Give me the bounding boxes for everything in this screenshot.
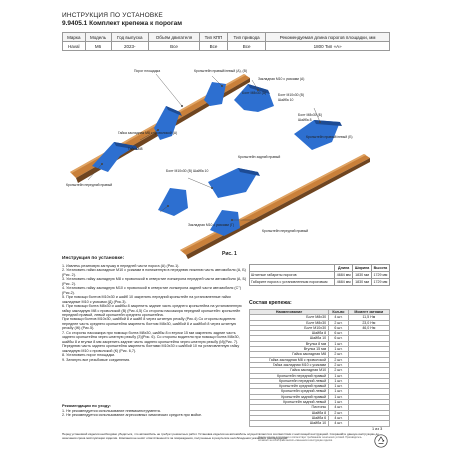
spec-header: Тип КПП [199,33,227,42]
upper-right-bracket [234,84,274,112]
parts-title: Состав крепежа: [249,300,292,306]
part-name: Втулка 15 мм [250,347,329,352]
spec-cell: Все [228,42,266,51]
part-qty: 1 шт. [329,384,349,389]
part-qty: 4 шт. [329,415,349,420]
instruction-step: 6. При помощи болта М8х30 и шайбы 8 закрепить задние часть среднего кронштейна на установленную гайку закладную М8 с проволокой (В) (Рис.4,5) Со стороны пассажира передний кронштейн: кронштейн передний правый, левый кронштейн среднего кронштейна. [62,304,242,317]
part-name: Шайба 10 [250,336,329,341]
part-torque: 11,5 Нм [348,315,389,320]
part-qty: 1 шт. [329,400,349,405]
part-name: Гайка закладная М8 [250,352,329,357]
part-qty: 2 шт. [329,410,349,415]
part-torque [348,421,389,426]
part-qty: 6 шт. [329,331,349,336]
part-name: Кронштейн задний левый [250,400,329,405]
parts-header: Наименование [250,310,329,315]
part-name: Гайка закладная М8 с проволокой [250,357,329,362]
label-bolt-b: Болт М10х30 (В) [278,93,305,97]
label-bolt-mid: Болт М10х30 (В) Шайба 10 [166,169,209,173]
part-qty: 4 шт. [329,315,349,320]
part-qty: 4 шт. [329,405,349,410]
spec-header: Год выпуска [111,33,148,42]
instruction-step: 4. Установить гайку закладную М10 с проволокой в отверстие лонжерона задней части автомобиля (С°) (Рис.2). [62,286,242,295]
dim-header [250,265,335,272]
part-qty: 1 шт. [329,378,349,383]
instruction-step: 5. При помощи болтов М10х30 и шайб 10 закрепить передний кронштейн на установленные гайки закладные М10 с усиками (Д) (Рис.3). [62,295,231,304]
part-qty: 1 шт. [329,347,349,352]
part-name: Кронштейн передний левый [250,378,329,383]
dim-cell: Габарите порога с установленным пороговым [250,279,335,286]
instruction-step: 7. Со стороны пассажира при помощи болта М8х30, шайбы 8 и втулки 15 мм закрепить задние часть заднего кронштейна через штатную резьбу (З)(Рис. 6). Со стороны водителя при помощи болта М8х30, шайбы 8 и втулки 8 мм закрепить задние часть заднего кронштейна через штатную резьбу (И)(Рис. 7). Переднюю часть заднего кронштейна закрепить болтами М10х30 с шайбой 10 на установленную гайку закладную М10 с проволокой (К) (Рис. 6,7). [62,330,240,353]
right-running-board [180,154,370,259]
instruction-step: 8. Установить порог площадки. [62,353,116,358]
installation-diagram [62,60,390,260]
recommendations-list [62,409,248,418]
part-qty: 2 шт. [329,357,349,362]
part-qty: 6 шт. [329,325,349,330]
dimensions-table [249,264,390,286]
footer-text: Перед установкой изделия необходимо убедиться, что автомобиль не требует ремонтных работ. Установка изделия на автомобиль осуществляется в соответствии с настоящей инструкцией. Сохраняйте данную инструкцию до окончания срока эксплуатации изделия. Компания не несёт ответственности за повреждения, полученные в результате несоблюдения указанных рекомендаций. [62,432,379,440]
part-qty: 1 шт. [329,373,349,378]
part-name: Шайба 10 [250,421,329,426]
label-nut-m10: Закладная М10 с усиками (Г) [188,223,234,227]
part-name: Кронштейн средний правый [250,384,329,389]
part-name: Болт М10х30 [250,325,329,330]
recommendations-title: Рекомендации по уходу: [62,403,111,408]
label-bracket-right: Кронштейн правый/левый (Б) [306,135,353,139]
dim-cell: 1729 мм [371,272,389,279]
label-bracket-rear: Кронштейн задний правый [238,155,281,159]
part-name: Пистоны [250,405,329,410]
instructions-title: Инструкция по установке: [62,256,125,261]
spec-cell: Haval [63,42,86,51]
spec-header: Модель [85,33,111,42]
dim-header: Длина [335,265,353,272]
label-rail: Порог площадка [134,69,161,73]
lower-center-bracket [208,168,260,198]
dim-cell: 1830 мм [353,279,372,286]
dim-cell: 4684 мм [335,279,353,286]
part-name: Гайка закладная М10 с усиками [250,362,329,367]
recycle-icon [374,434,388,448]
part-qty: 1 шт. [329,341,349,346]
dim-header: Ширина [353,265,372,272]
label-bracket-ab: Кронштейн правый/левый (А), (В) [194,69,247,73]
dim-cell: 1830 мм [353,272,372,279]
label-rivet: Закладная М10 с усиками (А) [258,77,305,81]
spec-header: Тип привода [228,33,266,42]
vehicle-spec-table [62,32,390,51]
part-name: Гайка закладная М10 [250,368,329,373]
part-torque: 46,0 Нм [348,325,389,330]
part-name: Кронштейн передний правый [250,373,329,378]
recommendation-item: 2. Не рекомендуется использование агрессивных химических средств при мойке. [62,413,203,418]
spec-header: Рекомендуемая длина порогов площадки, мм [266,33,390,42]
part-qty: 2 шт. [329,320,349,325]
parts-table [249,309,390,427]
label-washer-right: Шайба 8 [298,118,312,122]
dim-cell: 1729 мм [371,279,389,286]
part-name: Шайба 8 [250,410,329,415]
part-name: Болт М8х30 [250,315,329,320]
part-qty: 2 шт. [329,368,349,373]
manufacturer-note: Данное изделие изготовлено и соответствует требованиям технических условий. Производитель оставляет за собой право вносить изменения в конструкцию изделия. [258,437,362,442]
dim-cell: 4684 мм [335,272,353,279]
part-qty: 1 шт. [329,394,349,399]
spec-cell: Все [149,42,200,51]
spec-header: Марка [63,33,86,42]
parts-header: Момент затяжки [348,310,389,315]
label-bolt-a: Болт М8х30 (А) [242,91,267,95]
instructions-list [62,264,248,362]
part-torque: 23,0 Нм [348,320,389,325]
part-name: Шайба 6 [250,415,329,420]
figure-caption: Рис. 1 [222,251,237,257]
parts-row [250,421,390,426]
part-qty: 2 шт. [329,352,349,357]
part-name: Шайба 8 [250,331,329,336]
label-washer: Шайба 10 [278,98,294,102]
label-bracket-lower: Кронштейн передний правый [262,229,309,233]
parts-body [250,315,390,426]
label-nut-left: Гайка закладная М8 с проволокой (А) [118,131,178,135]
instruction-step: 2. Установить гайки закладные М10 с усиками в пониженную в переднюю нижнюю часть автомобиля (А, Б) (Рис. 2). [62,268,246,277]
spec-header: Объём двигателя [149,33,200,42]
parts-header: Кол-во [329,310,349,315]
instruction-step: 3. Установить гайку закладную М8 с проволокой в отверстие лонжерона передней части автомобиля (А, Б) (Рис. 2). [62,277,247,286]
instruction-step: При помощи болтов М10х30, шайбой 8 и шайб 8 через штатную резьбу (Рис.4) Со стороны водителя переднее часть среднего кронштейна закрепить болтом М8х30, шайбой 8 и шайбой 8 через штатную резьбу (Ж) (Рис.5). [62,317,237,331]
dim-cell: Штатные габариты порогов [250,272,335,279]
part-name: Болт М8х30 [250,320,329,325]
label-bracket-front: Кронштейн передний правый [66,183,113,187]
label-bolt-right: Болт М8х30 (Б) [298,113,323,117]
spec-cell: 1800 Тип «А» [266,42,390,51]
spec-cell: M6 [85,42,111,51]
part-name: Кронштейн средний левый [250,389,329,394]
dim-header: Высота [371,265,389,272]
label-nut-plain: Гайка М8 [128,147,143,151]
instruction-step: 1. Извлечь резиновую заглушку в передней части порога (А) (Рис.1). [62,264,180,268]
part-qty: 6 шт. [329,336,349,341]
document-subtitle: 9.9405.1 Комплект крепежа к порогам [62,20,183,27]
page-number: 1 из 3 [372,427,383,431]
document-title: ИНСТРУКЦИЯ ПО УСТАНОВКЕ [62,12,163,19]
recommendation-item: 1. Не рекомендуется использование пневмоинструмента. [62,409,161,413]
instruction-step: 9. Затянуть все резьбовые соединения. [62,357,131,362]
part-qty: 4 шт. [329,421,349,426]
part-qty: 1 шт. [329,389,349,394]
part-name: Кронштейн задний правый [250,394,329,399]
part-name: Втулка 8 мм [250,341,329,346]
spec-cell: 2023- [111,42,148,51]
part-qty: 2 шт. [329,362,349,367]
spec-cell: Все [199,42,227,51]
